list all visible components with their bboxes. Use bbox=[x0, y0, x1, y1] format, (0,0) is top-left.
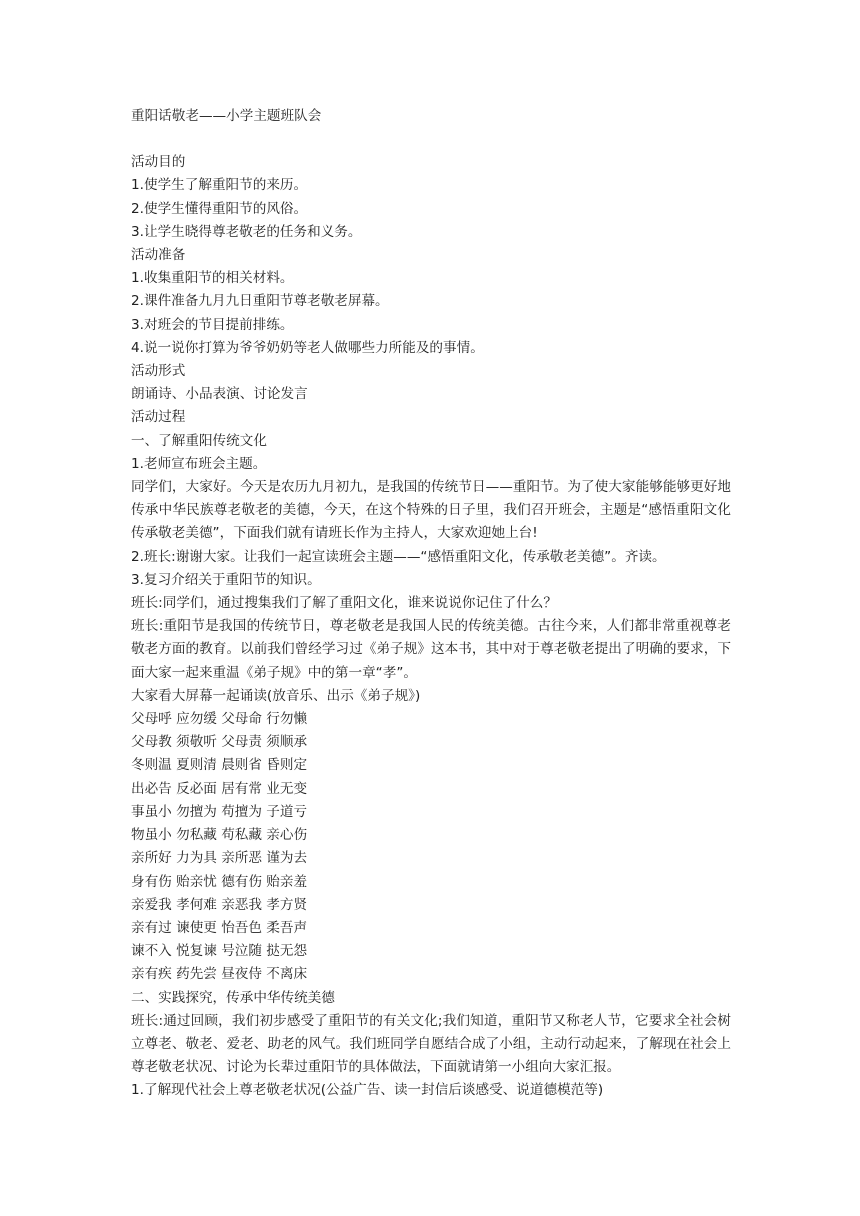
poem-line: 事虽小 勿擅为 苟擅为 子道亏 bbox=[131, 803, 308, 820]
preparation-item-2: 2.课件准备九月九日重阳节尊老敬老屏幕。 bbox=[131, 293, 389, 310]
section-heading-2: 二、实践探究，传承中华传统美德 bbox=[131, 989, 335, 1006]
activity-form-text: 朗诵诗、小品表演、讨论发言 bbox=[131, 386, 308, 403]
monitor-explanation-paragraph: 班长:重阳节是我国的传统节日，尊老敬老是我国人民的传统美德。古往今来，人们都非常重视尊老敬老方面的教育。以前我们曾经学习过《弟子规》这本书，其中对于尊老敬老提出了明确的要求，下面大家一起来重温《弟子规》中的第一章“孝”。 bbox=[131, 618, 731, 681]
purpose-item-2: 2.使学生懂得重阳节的风俗。 bbox=[131, 200, 308, 217]
heading-activity-preparation: 活动准备 bbox=[131, 247, 186, 264]
purpose-item-1: 1.使学生了解重阳节的来历。 bbox=[131, 177, 308, 194]
heading-activity-process: 活动过程 bbox=[131, 409, 186, 426]
section-heading-1: 一、了解重阳传统文化 bbox=[131, 432, 267, 449]
poem-line: 身有伤 贻亲忧 德有伤 贻亲羞 bbox=[131, 873, 308, 890]
recitation-instruction: 大家看大屏幕一起诵读(放音乐、出示《弟子规》) bbox=[131, 687, 421, 704]
process-step-3: 3.复习介绍关于重阳节的知识。 bbox=[131, 571, 321, 588]
monitor-review-paragraph: 班长:通过回顾，我们初步感受了重阳节的有关文化;我们知道，重阳节又称老人节，它要求全社会树立尊老、敬老、爱老、助老的风气。我们班同学自愿结合成了小组，主动行动起来，了解现在社会上尊老敬老状况、讨论为长辈过重阳节的具体做法，下面就请第一小组向大家汇报。 bbox=[131, 1012, 731, 1076]
document-page bbox=[131, 105, 731, 1103]
poem-line: 父母呼 应勿缓 父母命 行勿懒 bbox=[131, 711, 308, 728]
practice-step-1: 1.了解现代社会上尊老敬老状况(公益广告、读一封信后谈感受、说道德模范等) bbox=[131, 1082, 604, 1099]
document-title: 重阳话敬老——小学主题班队会 bbox=[131, 108, 322, 124]
heading-activity-form: 活动形式 bbox=[131, 363, 186, 380]
poem-line: 亲有过 谏使更 怡吾色 柔吾声 bbox=[131, 919, 308, 936]
process-step-2: 2.班长:谢谢大家。让我们一起宣读班会主题——“感悟重阳文化，传承敬老美德”。齐读。 bbox=[131, 548, 666, 565]
poem-line: 亲所好 力为具 亲所恶 谨为去 bbox=[131, 850, 308, 867]
preparation-item-1: 1.收集重阳节的相关材料。 bbox=[131, 270, 294, 287]
preparation-item-4: 4.说一说你打算为爷爷奶奶等老人做哪些力所能及的事情。 bbox=[131, 339, 484, 356]
poem-line: 谏不入 悦复谏 号泣随 挞无怨 bbox=[131, 943, 308, 960]
teacher-opening-paragraph: 同学们，大家好。今天是农历九月初九，是我国的传统节日——重阳节。为了使大家能够能够更好地传承中华民族尊老敬老的美德，今天，在这个特殊的日子里，我们召开班会，主题是“感悟重阳文化 传承敬老美德”，下面我们就有请班长作为主持人，大家欢迎她上台! bbox=[131, 479, 731, 542]
poem-line: 冬则温 夏则清 晨则省 昏则定 bbox=[131, 757, 308, 774]
poem-line: 出必告 反必面 居有常 业无变 bbox=[131, 780, 308, 797]
poem-line: 父母教 须敬听 父母责 须顺承 bbox=[131, 734, 308, 751]
poem-line: 亲有疾 药先尝 昼夜侍 不离床 bbox=[131, 966, 308, 983]
purpose-item-3: 3.让学生晓得尊老敬老的任务和义务。 bbox=[131, 223, 362, 240]
monitor-question: 班长:同学们，通过搜集我们了解了重阳文化，谁来说说你记住了什么？ bbox=[131, 595, 557, 612]
heading-activity-purpose: 活动目的 bbox=[131, 154, 186, 171]
preparation-item-3: 3.对班会的节目提前排练。 bbox=[131, 316, 294, 333]
process-step-1: 1.老师宣布班会主题。 bbox=[131, 455, 267, 472]
poem-line: 亲爱我 孝何难 亲恶我 孝方贤 bbox=[131, 896, 308, 913]
poem-line: 物虽小 勿私藏 苟私藏 亲心伤 bbox=[131, 827, 308, 844]
